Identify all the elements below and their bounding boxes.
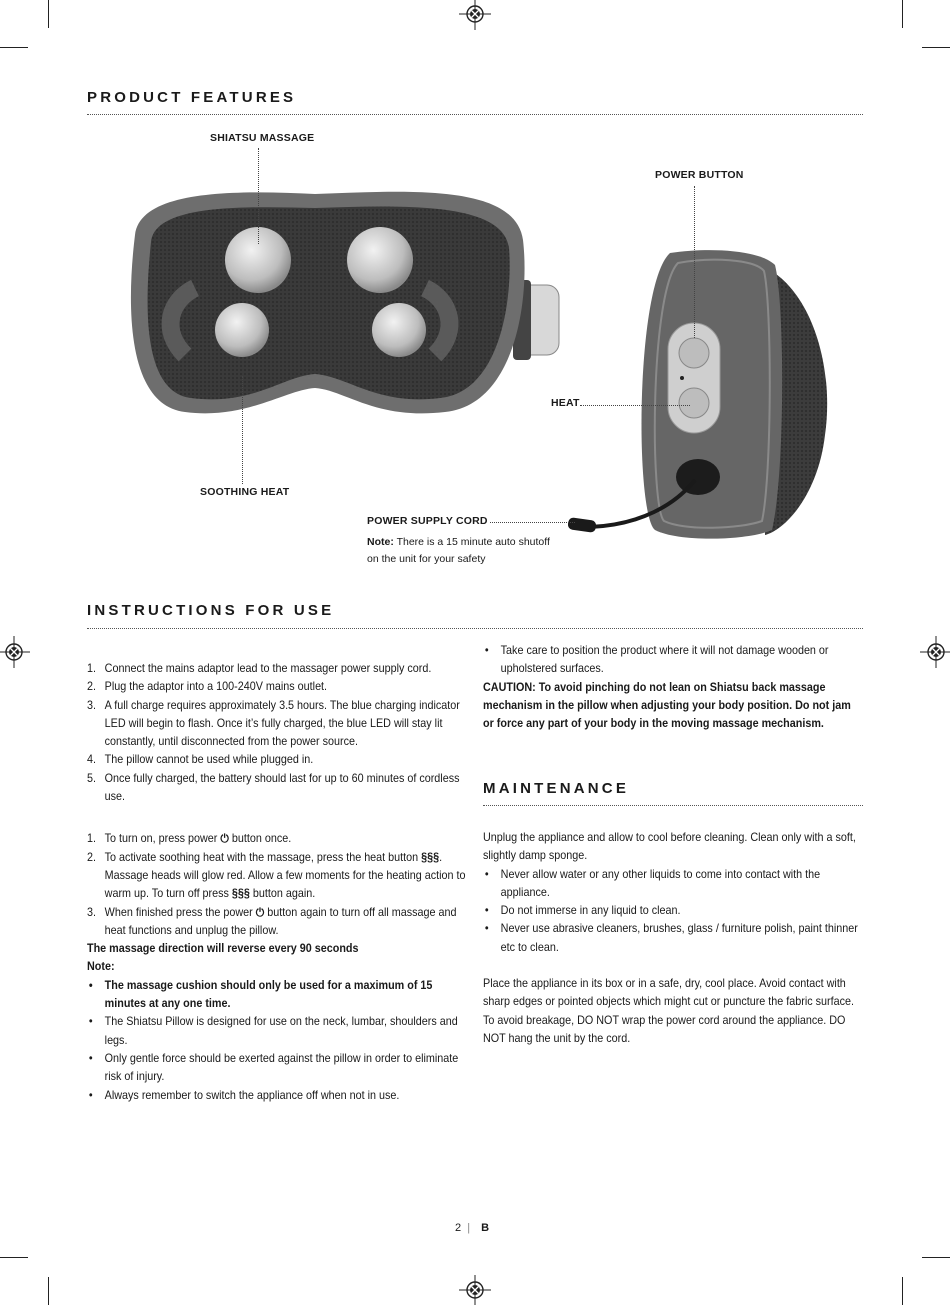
right-column [483,642,862,733]
crop-mark [0,47,28,48]
notes-list [87,977,468,1105]
list-item: 4. The pillow cannot be used while plugged in. [87,751,468,769]
list-item: • Do not immerse in any liquid to clean. [483,902,862,920]
list-item [87,904,468,941]
instructions-heading: INSTRUCTIONS FOR USE [87,602,335,619]
pillow-side-image [560,245,850,545]
divider [87,114,863,115]
divider [483,805,863,806]
heat-waves-icon: §§§ [421,850,440,864]
leader-line [490,522,575,523]
language-code: B [481,1222,490,1234]
pillow-front-image [115,180,565,450]
leader-line [580,405,690,406]
list-item: • Never allow water or any other liquids to come into contact with the appliance. [483,866,862,903]
auto-shutoff-note [367,534,550,568]
page-footer [455,1222,489,1234]
maintenance-heading: MAINTENANCE [483,780,630,797]
list-item: • The massage cushion should only be used for a maximum of 15 minutes at any one time. [87,977,468,1014]
features-heading: PRODUCT FEATURES [87,89,297,106]
note-label: Note: [367,536,394,548]
power-icon: ⏻ [255,905,265,919]
callout-power-button: POWER BUTTON [655,169,744,181]
leader-line [694,186,695,338]
registration-mark-icon [459,1275,491,1305]
step-text: To activate soothing heat with the massage, press the heat button [104,850,419,864]
registration-mark-icon [920,636,950,668]
note-heading: Note: [87,960,115,974]
use-steps [87,830,468,940]
crop-mark [922,47,950,48]
step-text: To turn on, press power [104,832,218,846]
page-number: 2 [455,1222,462,1234]
leader-line [242,376,243,484]
step-text: button again. [252,887,316,901]
direction-note: The massage direction will reverse every 90 seconds [87,942,359,956]
step-text: When finished press the power [104,905,253,919]
divider [87,628,863,629]
footer-separator: | [467,1222,471,1234]
list-item: • Always remember to switch the appliance off when not in use. [87,1087,468,1105]
maintenance-list [483,866,862,957]
crop-mark [48,0,49,28]
setup-steps [87,660,468,806]
callout-heat: HEAT [551,397,580,409]
callout-shiatsu-massage: SHIATSU MASSAGE [210,132,315,144]
list-item: 2. Plug the adaptor into a 100-240V mains outlet. [87,678,468,696]
list-item: • The Shiatsu Pillow is designed for use on the neck, lumbar, shoulders and legs. [87,1013,468,1050]
list-item [87,849,468,904]
list-item: 3. A full charge requires approximately 3.5 hours. The blue charging indicator LED will begin to flash. Once it’s fully charged, the blue LED will stay lit constantly, until disconnected from the power source. [87,697,468,752]
crop-mark [902,0,903,28]
crop-mark [48,1277,49,1305]
crop-mark [0,1257,28,1258]
placement-list [483,642,862,679]
list-item: • Only gentle force should be exerted against the pillow in order to eliminate risk of injury. [87,1050,468,1087]
note-text: on the unit for your safety [367,553,486,565]
crop-mark [922,1257,950,1258]
step-text: button once. [231,832,292,846]
step-text: . Massage heads will glow red. Allow a few moments for the heating action to warm up. To turn off press [104,850,466,901]
maintenance-content [483,829,862,1048]
note-text: There is a 15 minute auto shutoff [396,536,550,548]
list-item: • Never use abrasive cleaners, brushes, glass / furniture polish, paint thinner etc to clean. [483,920,862,957]
callout-soothing-heat: SOOTHING HEAT [200,486,290,498]
leader-line [258,148,259,244]
list-item: 5. Once fully charged, the battery should last for up to 60 minutes of cordless use. [87,770,468,807]
storage-text: Place the appliance in its box or in a safe, dry, cool place. Avoid contact with sharp edges or pointed objects which might cut or puncture the fabric surface. To avoid breakage, DO NOT wrap the power cord around the appliance. DO NOT hang the unit by the cord. [483,977,854,1045]
power-icon: ⏻ [220,832,229,846]
list-item: • Take care to position the product where it will not damage wooden or upholstered surfaces. [483,642,862,679]
list-item [87,830,468,848]
callout-power-supply-cord: POWER SUPPLY CORD [367,515,488,527]
left-column [87,660,468,1105]
list-item: 1. Connect the mains adaptor lead to the massager power supply cord. [87,660,468,678]
heat-waves-icon: §§§ [231,887,250,901]
crop-mark [902,1277,903,1305]
maintenance-intro: Unplug the appliance and allow to cool before cleaning. Clean only with a soft, slightly damp sponge. [483,831,856,863]
registration-mark-icon [459,0,491,30]
registration-mark-icon [0,636,30,668]
caution-text: CAUTION: To avoid pinching do not lean on Shiatsu back massage mechanism in the pillow when adjusting your body position. Do not jam or force any part of your body in the moving massage mechanism. [483,680,851,731]
step-text: button again to turn off all massage and heat functions and unplug the pillow. [104,905,457,937]
